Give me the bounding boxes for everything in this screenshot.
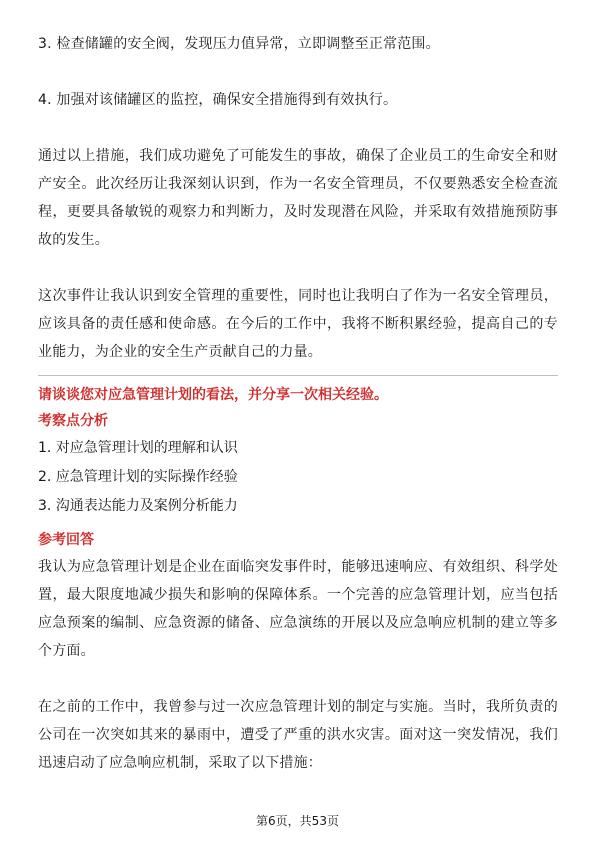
section-divider: [38, 375, 558, 376]
answer-paragraph-1: 我认为应急管理计划是企业在面临突发事件时，能够迅速响应、有效组织、科学处置，最大限度地减少损失和影响的保障体系。一个完善的应急管理计划，应当包括应急预案的编制、应急资源的储备、应急演练的开展以及应急响应机制的建立等多个方面。: [38, 559, 558, 659]
document-page: [38, 30, 558, 777]
conclusion-paragraph-1: 通过以上措施，我们成功避免了可能发生的事故，确保了企业员工的生命安全和财产安全。此次经历让我深刻认识到，作为一名安全管理员，不仅要熟悉安全检查流程，更要具备敏锐的观察力和判断力，及时发现潜在风险，并采取有效措施预防事故的发生。: [38, 148, 558, 248]
interview-question: 请谈谈您对应急管理计划的看法，并分享一次相关经验。: [38, 387, 388, 403]
spacer: [38, 58, 558, 86]
analysis-point-3: 3. 沟通表达能力及案例分析能力: [38, 498, 238, 514]
spacer: [38, 665, 558, 693]
analysis-label: 考察点分析: [38, 413, 108, 429]
spacer: [38, 254, 558, 282]
spacer: [38, 114, 558, 142]
answer-paragraph-2: 在之前的工作中，我曾参与过一次应急管理计划的制定与实施。当时，我所负责的公司在一次突如其来的暴雨中，遭受了严重的洪水灾害。面对这一突发情况，我们迅速启动了应急响应机制，采取了以下措施：: [38, 699, 558, 771]
measure-item-3: 3. 检查储罐的安全阀，发现压力值异常，立即调整至正常范围。: [38, 36, 440, 52]
analysis-point-2: 2. 应急管理计划的实际操作经验: [38, 469, 238, 485]
answer-label: 参考回答: [38, 532, 94, 548]
analysis-point-1: 1. 对应急管理计划的理解和认识: [38, 440, 238, 456]
measure-item-4: 4. 加强对该储罐区的监控，确保安全措施得到有效执行。: [38, 92, 398, 108]
conclusion-paragraph-2: 这次事件让我认识到安全管理的重要性，同时也让我明白了作为一名安全管理员，应该具备的责任感和使命感。在今后的工作中，我将不断积累经验，提高自己的专业能力，为企业的安全生产贡献自己的力量。: [38, 288, 558, 360]
page-number-footer: 第6页，共53页: [256, 814, 339, 828]
